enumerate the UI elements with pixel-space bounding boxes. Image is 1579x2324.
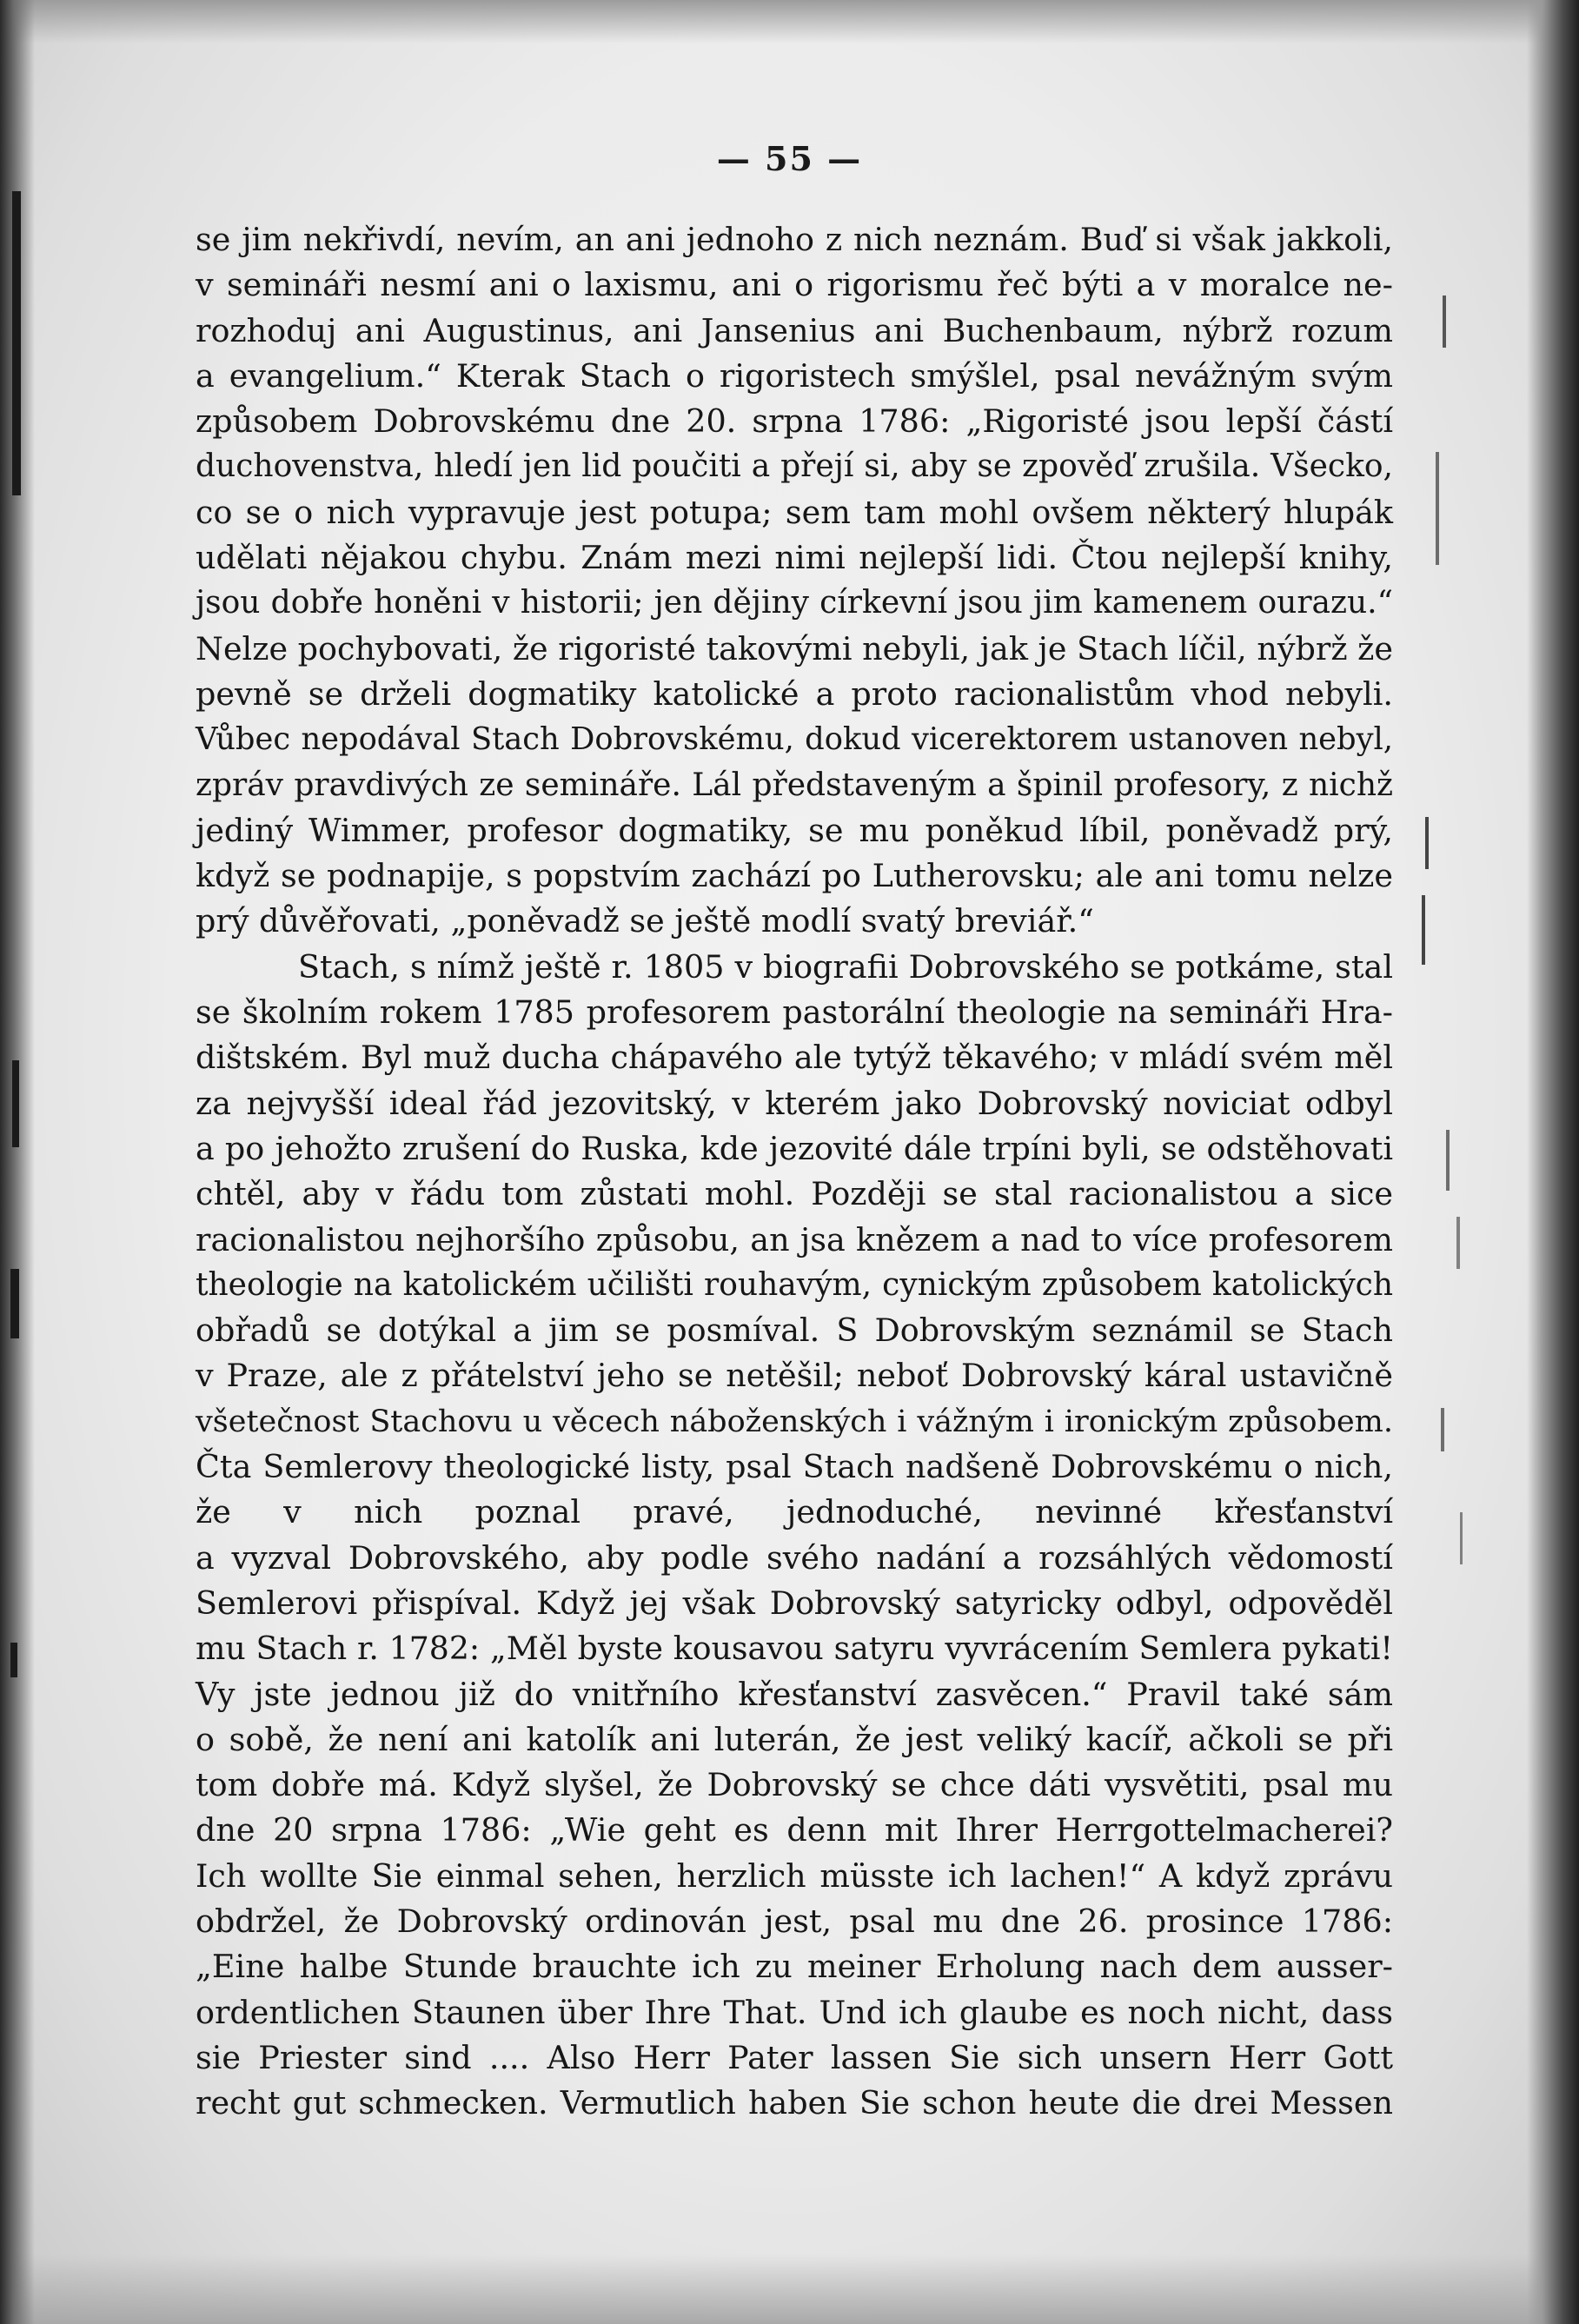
text-line: za nejvyšší ideal řád jezovitský, v kterém jako Dobrovský noviciat odbyl — [196, 1084, 1393, 1122]
text-line: se jim nekřivdí, nevím, an ani jednoho z nich neznám. Buď si však jakkoli, — [196, 221, 1393, 258]
margin-stroke — [1443, 295, 1446, 348]
binding-mark — [10, 1643, 17, 1677]
text-line: Vůbec nepodával Stach Dobrovskému, dokud vicerektorem ustanoven nebyl, — [196, 721, 1393, 758]
text-line: rozhoduj ani Augustinus, ani Jansenius ani Buchenbaum, nýbrž rozum — [196, 311, 1393, 349]
text-line: jediný Wimmer, profesor dogmatiky, se mu poněkud líbil, poněvadž prý, — [196, 811, 1393, 849]
text-line: všetečnost Stachovu u věcech náboženských i vážným i ironickým způsobem. — [196, 1404, 1393, 1439]
text-line-paragraph-start: Stach, s nímž ještě r. 1805 v biografii Dobrovského se potkáme, stal — [298, 947, 1393, 986]
binding-mark — [12, 1060, 19, 1147]
text-line: dne 20 srpna 1786: „Wie geht es denn mit Ihrer Herrgottelmacherei? — [196, 1811, 1393, 1849]
text-line-paragraph-end: prý důvěřovati, „poněvadž se ještě modlí svatý breviář.“ — [196, 902, 1094, 940]
text-line: ordentlichen Staunen über Ihre That. Und ich glaube es noch nicht, dass — [196, 1993, 1393, 2031]
text-line: obdržel, že Dobrovský ordinován jest, psal mu dne 26. prosince 1786: — [196, 1902, 1393, 1940]
margin-stroke — [1436, 452, 1439, 565]
text-line: duchovenstva, hledí jen lid poučiti a přejí si, aby se zpověď zrušila. Všecko, — [196, 448, 1393, 485]
scan-shadow-right — [1527, 0, 1579, 2324]
margin-stroke — [1441, 1408, 1444, 1451]
text-line: mu Stach r. 1782: „Měl byste kousavou satyru vyvrácením Semlera pykati! — [196, 1630, 1393, 1668]
text-line: když se podnapije, s popstvím zachází po Lutherovsku; ale ani tomu nelze — [196, 857, 1393, 895]
scan-shadow-bottom — [0, 2254, 1579, 2324]
text-line: v Praze, ale z přátelství jeho se netěšil; neboť Dobrovský káral ustavičně — [196, 1357, 1393, 1395]
text-line: jsou dobře honěni v historii; jen dějiny církevní jsou jim kamenem ourazu.“ — [196, 585, 1393, 621]
text-line: racionalistou nejhoršího způsobu, an jsa knězem a nad to více profesorem — [196, 1220, 1393, 1258]
text-line: „Eine halbe Stunde brauchte ich zu meiner Erholung nach dem ausser- — [196, 1948, 1393, 1986]
text-line: způsobem Dobrovskému dne 20. srpna 1786: „Rigoristé jsou lepší částí — [196, 402, 1393, 441]
text-line: Čta Semlerovy theologické listy, psal Stach nadšeně Dobrovskému o nich, — [196, 1448, 1393, 1486]
text-line: zpráv pravdivých ze semináře. Lál představeným a špinil profesory, z nichž — [196, 767, 1393, 803]
text-line: v semináři nesmí ani o laxismu, ani o rigorismu řeč býti a v moralce ne- — [196, 266, 1393, 304]
text-line-spaced: že v nich poznal pravé, jednoduché, nevinné křesťanství — [196, 1493, 1393, 1531]
text-line: co se o nich vypravuje jest potupa; sem tam mohl ovšem některý hlupák — [196, 493, 1393, 531]
text-line: Ich wollte Sie einmal sehen, herzlich müsste ich lachen!“ A když zprávu — [196, 1856, 1393, 1895]
text-line: tom dobře má. Když slyšel, že Dobrovský se chce dáti vysvětiti, psal mu — [196, 1766, 1393, 1804]
body-text — [196, 217, 1393, 2126]
text-line: a evangelium.“ Kterak Stach o rigoristech smýšlel, psal nevážným svým — [196, 356, 1393, 395]
text-line: Semlerovi přispíval. Když jej však Dobrovský satyricky odbyl, odpověděl — [196, 1584, 1393, 1622]
scan-shadow-top — [0, 0, 1579, 43]
text-line: chtěl, aby v řádu tom zůstati mohl. Později se stal racionalistou a sice — [196, 1175, 1393, 1213]
text-line: Nelze pochybovati, že rigoristé takovými nebyli, jak je Stach líčil, nýbrž že — [196, 629, 1393, 667]
binding-mark — [12, 191, 21, 495]
text-line: sie Priester sind .... Also Herr Pater lassen Sie sich unsern Herr Gott — [196, 2038, 1393, 2076]
text-line: pevně se drželi dogmatiky katolické a proto racionalistům vhod nebyli. — [196, 674, 1393, 713]
margin-stroke — [1422, 895, 1425, 965]
text-line: se školním rokem 1785 profesorem pastorální theologie na semináři Hra- — [196, 993, 1393, 1032]
text-line: udělati nějakou chybu. Znám mezi nimi nejlepší lidi. Čtou nejlepší knihy, — [196, 539, 1393, 577]
text-line: theologie na katolickém učilišti rouhavým, cynickým způsobem katolických — [196, 1266, 1393, 1303]
binding-mark — [10, 1269, 19, 1338]
page-number: — 55 — — [716, 139, 863, 178]
text-line: a po jehožto zrušení do Ruska, kde jezovité dále trpíni byli, se odstěhovati — [196, 1129, 1393, 1167]
text-line: a vyzval Dobrovského, aby podle svého nadání a rozsáhlých vědomostí — [196, 1538, 1393, 1577]
text-line: obřadů se dotýkal a jim se posmíval. S Dobrovským seznámil se Stach — [196, 1311, 1393, 1350]
margin-stroke — [1425, 817, 1429, 869]
text-line: dištském. Byl muž ducha chápavého ale tytýž těkavého; v mládí svém měl — [196, 1039, 1393, 1077]
margin-stroke — [1460, 1512, 1463, 1564]
text-line: o sobě, že není ani katolík ani luterán, že jest veliký kacíř, ačkoli se při — [196, 1720, 1393, 1758]
text-line: Vy jste jednou již do vnitřního křesťanství zasvěcen.“ Pravil také sám — [196, 1675, 1393, 1713]
margin-stroke — [1456, 1217, 1460, 1269]
margin-stroke — [1446, 1130, 1450, 1191]
text-line: recht gut schmecken. Vermutlich haben Sie schon heute die drei Messen — [196, 2084, 1393, 2122]
